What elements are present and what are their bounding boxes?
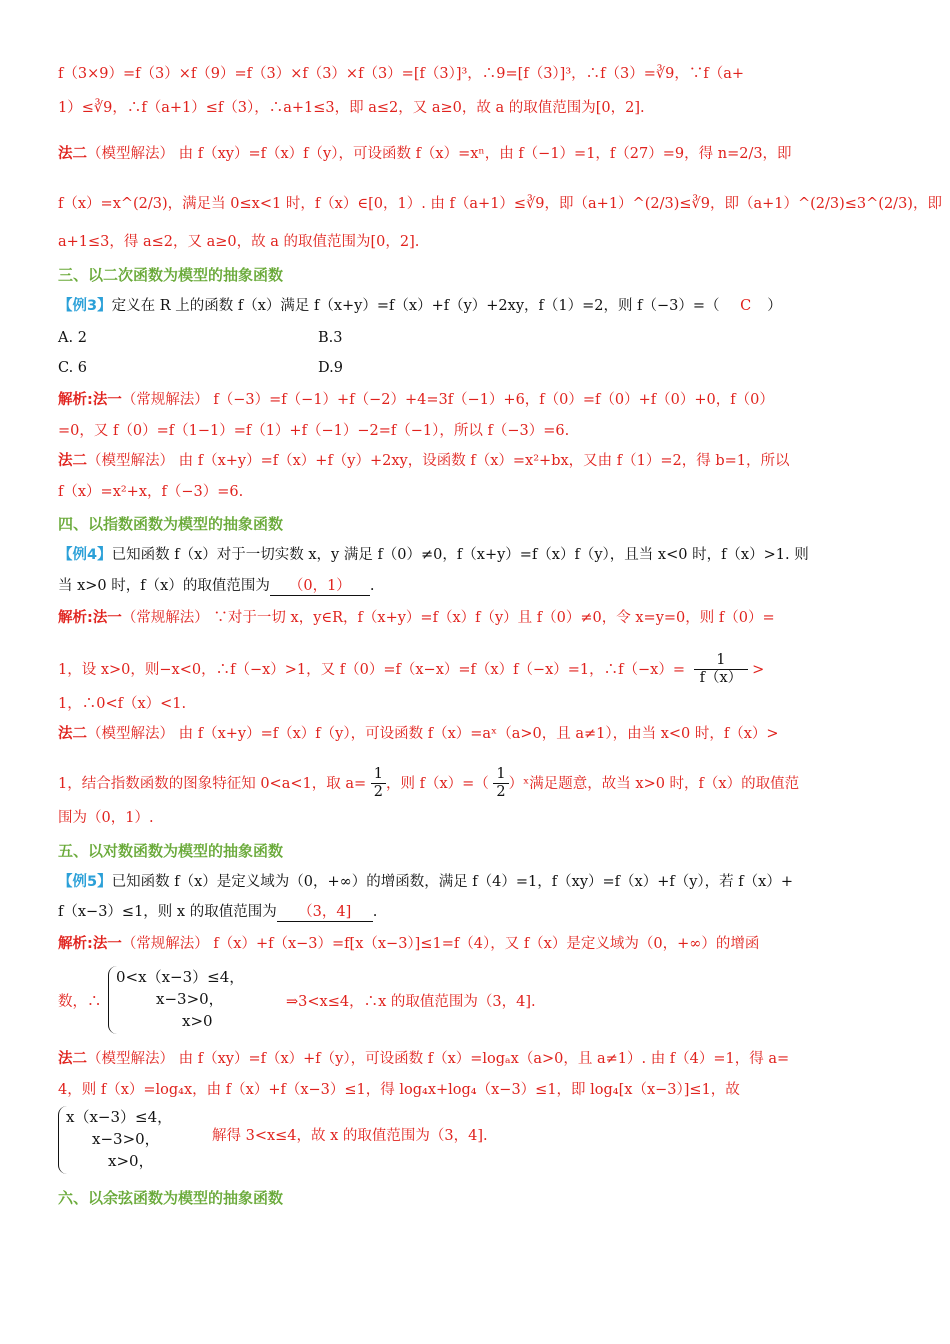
text-span: （常规解法） f（−3）=f（−1）+f（−2）+4=3f（−1）+6，f（0）=f（0）+f（0）+0，f（0） xyxy=(121,392,774,408)
system-row: x−3>0， xyxy=(92,1130,160,1148)
answer-choice: C xyxy=(740,298,752,314)
example-line xyxy=(58,904,890,922)
text-line: 4，则 f（x）=log₄x，由 f（x）+f（x−3）≤1，得 log₄x+log₄（x−3）≤1，即 log₄[x（x−3）]≤1，故 xyxy=(58,1082,740,1098)
answer-blank: （0，1） xyxy=(270,578,370,596)
system-row: x−3>0， xyxy=(156,990,224,1008)
text-span: 1，设 x>0，则−x<0，∴f（−x）>1，又 f（0）=f（x−x）=f（x）f（−x）=1，∴f（−x）= xyxy=(58,661,685,678)
method-label: 法一 xyxy=(92,392,122,408)
fraction-denominator: 2 xyxy=(373,784,383,801)
text-line: f（x）=x^(2/3)，满足当 0≤x<1 时，f（x）∈[0，1）. 由 f（a+1）≤∛9，即（a+1）^(2/3)≤∛9，即（a+1）^(2/3)≤3^(2/3)，即 xyxy=(58,196,942,212)
method-label: 法二 xyxy=(58,726,87,742)
solution-label: 解析: xyxy=(58,936,93,952)
fraction-numerator: 1 xyxy=(694,652,749,670)
text-line: =0，又 f（0）=f（1−1）=f（1）+f（−1）−2=f（−1），所以 f（−3）=6. xyxy=(58,423,570,439)
example-line xyxy=(58,547,890,564)
method-label: 法一 xyxy=(92,936,122,952)
text-span: . xyxy=(369,578,375,594)
text-line xyxy=(58,392,890,409)
option-d: D.9 xyxy=(318,360,343,376)
text-span: 已知函数 f（x）对于一切实数 x，y 满足 f（0）≠0，f（x+y）=f（x）f（y），且当 x<0 时，f（x）>1. 则 xyxy=(111,547,809,563)
text-span: ，则 f（x）=（ xyxy=(385,775,489,792)
text-span: ）ˣ满足题意，故当 x>0 时，f（x）的取值范 xyxy=(508,775,800,792)
text-span: 1，结合指数函数的图象特征知 0<a<1，取 a= xyxy=(58,775,367,792)
text-line xyxy=(58,652,890,688)
method-label: 法一 xyxy=(92,610,122,626)
equation-system xyxy=(66,1106,172,1172)
text-span: （模型解法） 由 f（xy）=f（x）+f（y），可设函数 f（x）=logₐx（a>0，且 a≠1）. 由 f（4）=1，得 a= xyxy=(87,1051,790,1067)
section-heading: 五、以对数函数为模型的抽象函数 xyxy=(58,842,284,860)
method-label: 法二 xyxy=(58,453,87,469)
example-line xyxy=(58,298,890,315)
text-line xyxy=(58,936,890,953)
option-b: B.3 xyxy=(318,330,343,346)
example-tag: 【例5】 xyxy=(58,874,112,890)
method-label: 法二 xyxy=(58,1051,87,1067)
fraction xyxy=(493,766,508,802)
example-tag: 【例4】 xyxy=(58,547,112,563)
option-c: C. 6 xyxy=(58,360,88,376)
solution-label: 解析: xyxy=(58,610,93,626)
text-span: （模型解法） 由 f（x+y）=f（x）+f（y）+2xy，设函数 f（x）=x²+bx，又由 f（1）=2，得 b=1，所以 xyxy=(87,453,790,469)
text-span: . xyxy=(372,904,378,920)
text-span: 解得 3<x≤4，故 x 的取值范围为（3，4]. xyxy=(212,1128,488,1144)
text-span: > xyxy=(752,661,765,678)
text-span: ⇒3<x≤4，∴x 的取值范围为（3，4]. xyxy=(286,994,536,1010)
text-line: 1，∴0<f（x）<1. xyxy=(58,696,187,712)
text-span: 当 x>0 时，f（x）的取值范围为 xyxy=(58,578,270,594)
system-row: x>0， xyxy=(108,1152,154,1170)
text-line: f（3×9）=f（3）×f（9）=f（3）×f（3）×f（3）=[f（3）]³，∴9=[f（3）]³，∴f（3）=∛9，∵f（a+ xyxy=(58,66,745,82)
text-line: 1）≤∛9，∴f（a+1）≤f（3），∴a+1≤3，即 a≤2，又 a≥0，故 a 的取值范围为[0，2]. xyxy=(58,100,645,116)
text-line xyxy=(58,453,890,470)
text-line xyxy=(58,146,890,163)
example-tag: 【例3】 xyxy=(58,298,112,314)
text-line: 围为（0，1）. xyxy=(58,810,154,826)
fraction-denominator: 2 xyxy=(496,784,506,801)
text-span: （模型解法） 由 f（x+y）=f（x）f（y），可设函数 f（x）=aˣ（a>0，且 a≠1），由当 x<0 时，f（x）> xyxy=(87,726,779,742)
text-span: （常规解法） f（x）+f（x−3）=f[x（x−3）]≤1=f（4），又 f（x）是定义域为（0，+∞）的增函 xyxy=(121,936,760,952)
text-span: f（x−3）≤1，则 x 的取值范围为 xyxy=(58,904,277,920)
text-line xyxy=(58,766,890,802)
text-span: ） xyxy=(767,298,782,314)
fraction xyxy=(371,766,386,802)
answer-blank: （3，4] xyxy=(277,904,373,922)
system-row: x>0 xyxy=(182,1012,213,1030)
text-line xyxy=(58,726,890,743)
fraction xyxy=(694,652,749,688)
text-line: f（x）=x²+x，f（−3）=6. xyxy=(58,484,244,500)
section-heading: 六、以余弦函数为模型的抽象函数 xyxy=(58,1189,284,1207)
system-row: x（x−3）≤4， xyxy=(66,1108,173,1126)
text-line: a+1≤3，得 a≤2，又 a≥0，故 a 的取值范围为[0，2]. xyxy=(58,234,420,250)
fraction-numerator: 1 xyxy=(493,766,508,784)
system-row: 0<x（x−3）≤4， xyxy=(116,968,245,986)
text-span: （常规解法） ∵对于一切 x，y∈R，f（x+y）=f（x）f（y）且 f（0）≠0，令 x=y=0，则 f（0）= xyxy=(121,610,775,626)
text-span: 数，∴ xyxy=(58,994,102,1010)
text-line xyxy=(58,610,890,627)
example-line xyxy=(58,874,890,891)
text-span: （模型解法） 由 f（xy）=f（x）f（y），可设函数 f（x）=xⁿ，由 f（−1）=1，f（27）=9，得 n=2/3，即 xyxy=(87,146,792,162)
text-span: 定义在 R 上的函数 f（x）满足 f（x+y）=f（x）+f（y）+2xy，f（1）=2，则 f（−3）=（ xyxy=(111,298,720,314)
example-line xyxy=(58,578,890,596)
text-span: 已知函数 f（x）是定义域为（0，+∞）的增函数，满足 f（4）=1，f（xy）=f（x）+f（y），若 f（x）+ xyxy=(111,874,793,890)
method-label: 法二 xyxy=(58,146,87,162)
equation-system xyxy=(116,966,244,1032)
solution-label: 解析: xyxy=(58,392,93,408)
fraction-denominator: f（x） xyxy=(699,670,743,687)
option-a: A. 2 xyxy=(58,330,87,346)
text-line xyxy=(58,1051,890,1068)
fraction-numerator: 1 xyxy=(371,766,386,784)
section-heading: 三、以二次函数为模型的抽象函数 xyxy=(58,266,284,284)
section-heading: 四、以指数函数为模型的抽象函数 xyxy=(58,515,284,533)
